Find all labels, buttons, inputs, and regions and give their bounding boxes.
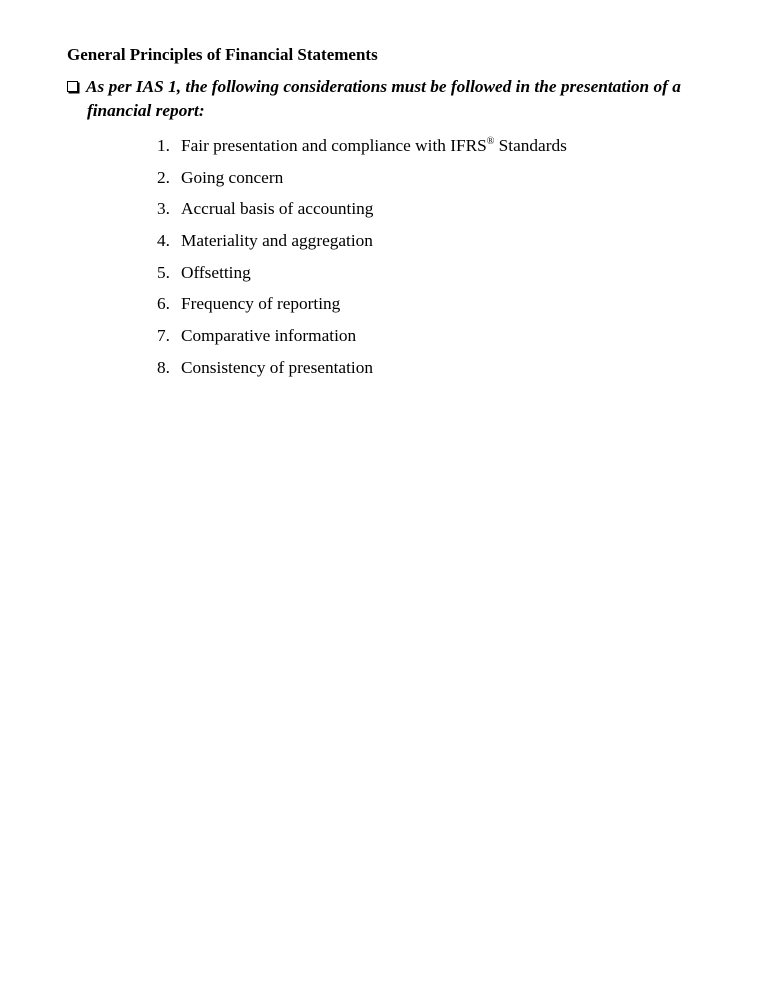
list-item: 2. Going concern (157, 167, 284, 187)
list-item: 5. Offsetting (157, 262, 251, 282)
page-title: General Principles of Financial Statements (67, 45, 378, 64)
list-item: 4. Materiality and aggregation (157, 231, 373, 251)
list-item: 7. Comparative information (157, 326, 357, 346)
list-item: 6. Frequency of reporting (157, 294, 341, 314)
intro-bullet (67, 75, 727, 123)
registered-mark: ® (486, 136, 495, 147)
bullet-line-2: financial report: (87, 101, 205, 120)
list-item: 3. Accrual basis of accounting (157, 199, 374, 219)
list-item: 1. Fair presentation and compliance with IFRS® Standards (157, 136, 567, 155)
considerations-list (157, 130, 567, 384)
bullet-line-1: As per IAS 1, the following considerations must be followed in the presentation of a (67, 75, 727, 99)
list-item: 8. Consistency of presentation (157, 357, 373, 377)
checkbox-square-icon (67, 81, 78, 92)
